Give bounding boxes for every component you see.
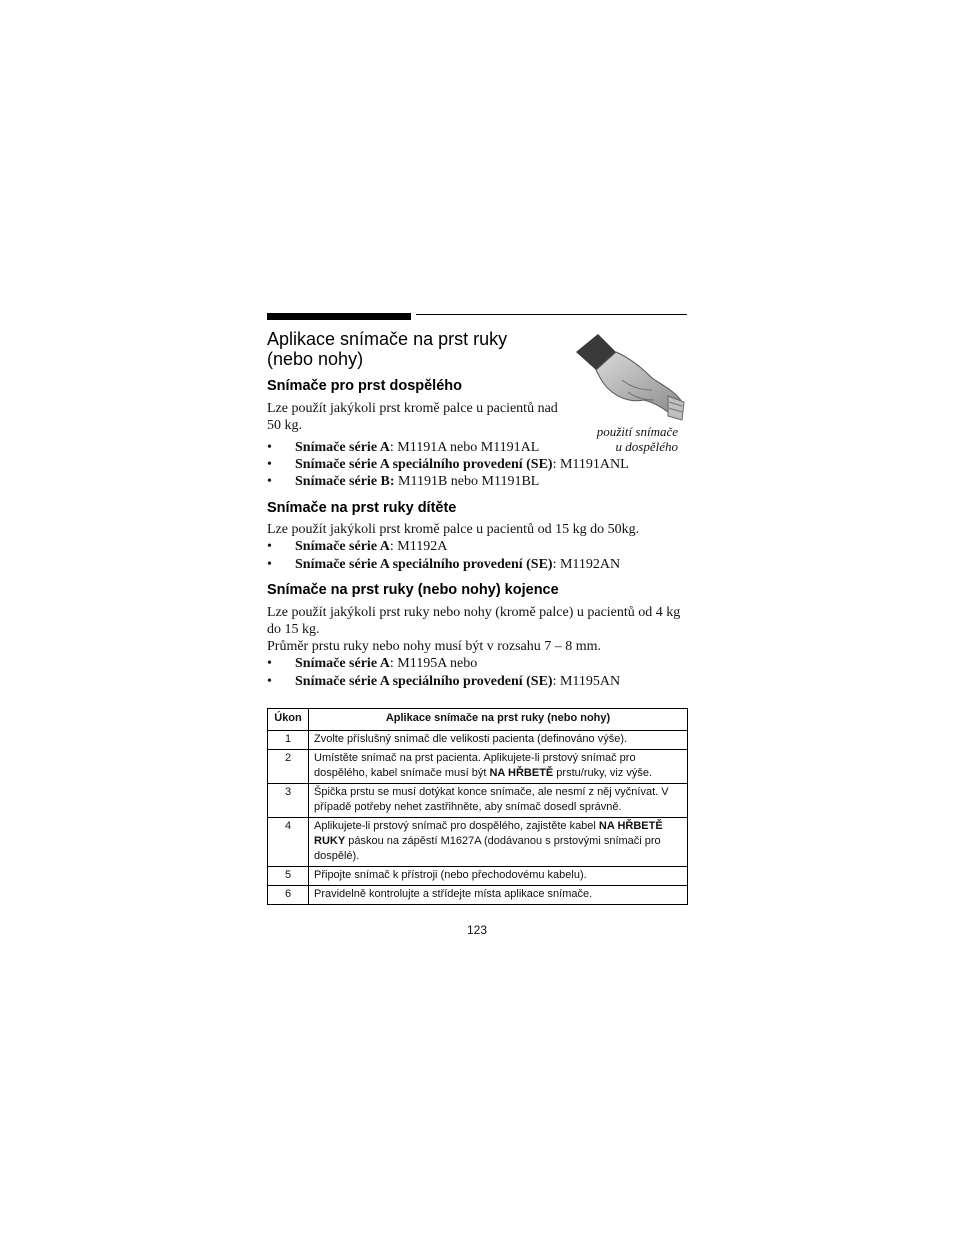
step-number: 5 — [268, 867, 309, 886]
bullet-bold: Snímače série A — [295, 539, 390, 554]
page-number: 123 — [466, 923, 488, 937]
step-description — [309, 784, 688, 818]
page-title — [267, 329, 567, 369]
step-emphasis: NA HŘBETĚ RUKY — [314, 820, 663, 847]
infant-intro-line1: Lze použít jakýkoli prst ruky nebo nohy (kromě palce) u pacientů od 4 kg — [267, 605, 681, 620]
section-rule-thin — [416, 314, 687, 315]
table-row — [268, 867, 688, 886]
step-emphasis: NA HŘBETĚ — [489, 767, 554, 779]
bullet-bold: Snímače série A speciálního provedení (SE) — [295, 557, 553, 572]
bullet-bold: Snímače série A — [295, 656, 390, 671]
adult-intro-line2: 50 kg. — [267, 418, 302, 433]
page-title-line2: (nebo nohy) — [267, 349, 364, 369]
step-number: 6 — [268, 886, 309, 905]
steps-table — [267, 708, 688, 905]
adult-bullet-1: • Snímače série A: M1191A nebo M1191AL — [267, 440, 540, 455]
step-number: 2 — [268, 750, 309, 784]
step-text: Pravidelně kontrolujte a střídejte místa aplikace snímače. — [314, 888, 593, 900]
page-title-line1: Aplikace snímače na prst ruky — [267, 329, 508, 349]
adult-intro — [267, 400, 558, 434]
bullet-text: : M1195AN — [552, 674, 621, 689]
infant-bullet-1: • Snímače série A: M1195A nebo — [267, 656, 478, 671]
bullet-text: M1191B nebo M1191BL — [394, 474, 540, 489]
bullet-text: : M1191ANL — [552, 457, 629, 472]
step-text: Připojte snímač k přístroji (nebo přechodovému kabelu). — [314, 869, 587, 881]
step-description — [309, 886, 688, 905]
bullet-text: : M1192A — [389, 539, 448, 554]
step-number: 3 — [268, 784, 309, 818]
step-description — [309, 867, 688, 886]
step-number: 1 — [268, 731, 309, 750]
adult-bullet-2: • Snímače série A speciálního provedení (SE): M1191ANL — [267, 457, 629, 472]
step-text: páskou na zápěstí M1627A (dodávanou s prstovými snímači pro dospělé). — [314, 835, 661, 862]
step-text: Aplikujete-li prstový snímač pro dospělého, zajistěte kabel — [314, 820, 599, 832]
adult-section-title: Snímače pro prst dospělého — [267, 378, 462, 394]
bullet-text: : M1195A nebo — [389, 656, 478, 671]
table-row — [268, 784, 688, 818]
bullet-bold: Snímače série A speciálního provedení (SE) — [295, 457, 553, 472]
infant-diameter: Průměr prstu ruky nebo nohy musí být v rozsahu 7 – 8 mm. — [267, 639, 602, 654]
step-text: prstu/ruky, viz výše. — [553, 767, 653, 779]
step-description — [309, 818, 688, 867]
bullet-bold: Snímače série B: — [295, 474, 395, 489]
step-number: 4 — [268, 818, 309, 867]
child-intro: Lze použít jakýkoli prst kromě palce u pacientů od 15 kg do 50kg. — [267, 522, 640, 537]
child-bullet-2: • Snímače série A speciálního provedení (SE): M1192AN — [267, 557, 621, 572]
child-section-title: Snímače na prst ruky dítěte — [267, 500, 457, 516]
column-header-action: Aplikace snímače na prst ruky (nebo nohy) — [309, 709, 688, 731]
infant-intro-line2: do 15 kg. — [267, 622, 320, 637]
section-rule-thick — [267, 313, 411, 320]
steps-table-body — [268, 731, 688, 905]
table-row — [268, 818, 688, 867]
figure-caption-line2: u dospělého — [615, 439, 678, 454]
bullet-bold: Snímače série A speciálního provedení (SE) — [295, 674, 553, 689]
step-description — [309, 731, 688, 750]
step-text: Špička prstu se musí dotýkat konce snímače, ale nesmí z něj vyčnívat. V případě potřeby nehet zastřihněte, aby snímač dosedl správně. — [314, 786, 669, 813]
bullet-bold: Snímače série A — [295, 440, 390, 455]
child-bullet-1: • Snímače série A: M1192A — [267, 539, 448, 554]
step-text: Zvolte příslušný snímač dle velikosti pacienta (definováno výše). — [314, 733, 628, 745]
figure-caption-line1: použití snímače — [596, 424, 678, 439]
adult-bullet-3: • Snímače série B: M1191B nebo M1191BL — [267, 474, 540, 489]
table-row — [268, 731, 688, 750]
bullet-text: : M1191A nebo M1191AL — [389, 440, 540, 455]
table-row — [268, 750, 688, 784]
table-row — [268, 886, 688, 905]
step-text: Umístěte snímač na prst pacienta. Aplikujete-li prstový snímač pro dospělého, kabel snímače musí být — [314, 752, 636, 779]
hand-sensor-illustration-icon — [572, 330, 690, 422]
infant-bullet-2: • Snímače série A speciálního provedení (SE): M1195AN — [267, 674, 621, 689]
infant-intro — [267, 604, 680, 655]
adult-intro-line1: Lze použít jakýkoli prst kromě palce u pacientů nad — [267, 401, 558, 416]
column-header-step: Úkon — [268, 709, 309, 731]
figure-caption — [580, 424, 678, 454]
table-header-row — [268, 709, 688, 731]
infant-section-title: Snímače na prst ruky (nebo nohy) kojence — [267, 582, 559, 598]
bullet-text: : M1192AN — [552, 557, 621, 572]
step-description — [309, 750, 688, 784]
